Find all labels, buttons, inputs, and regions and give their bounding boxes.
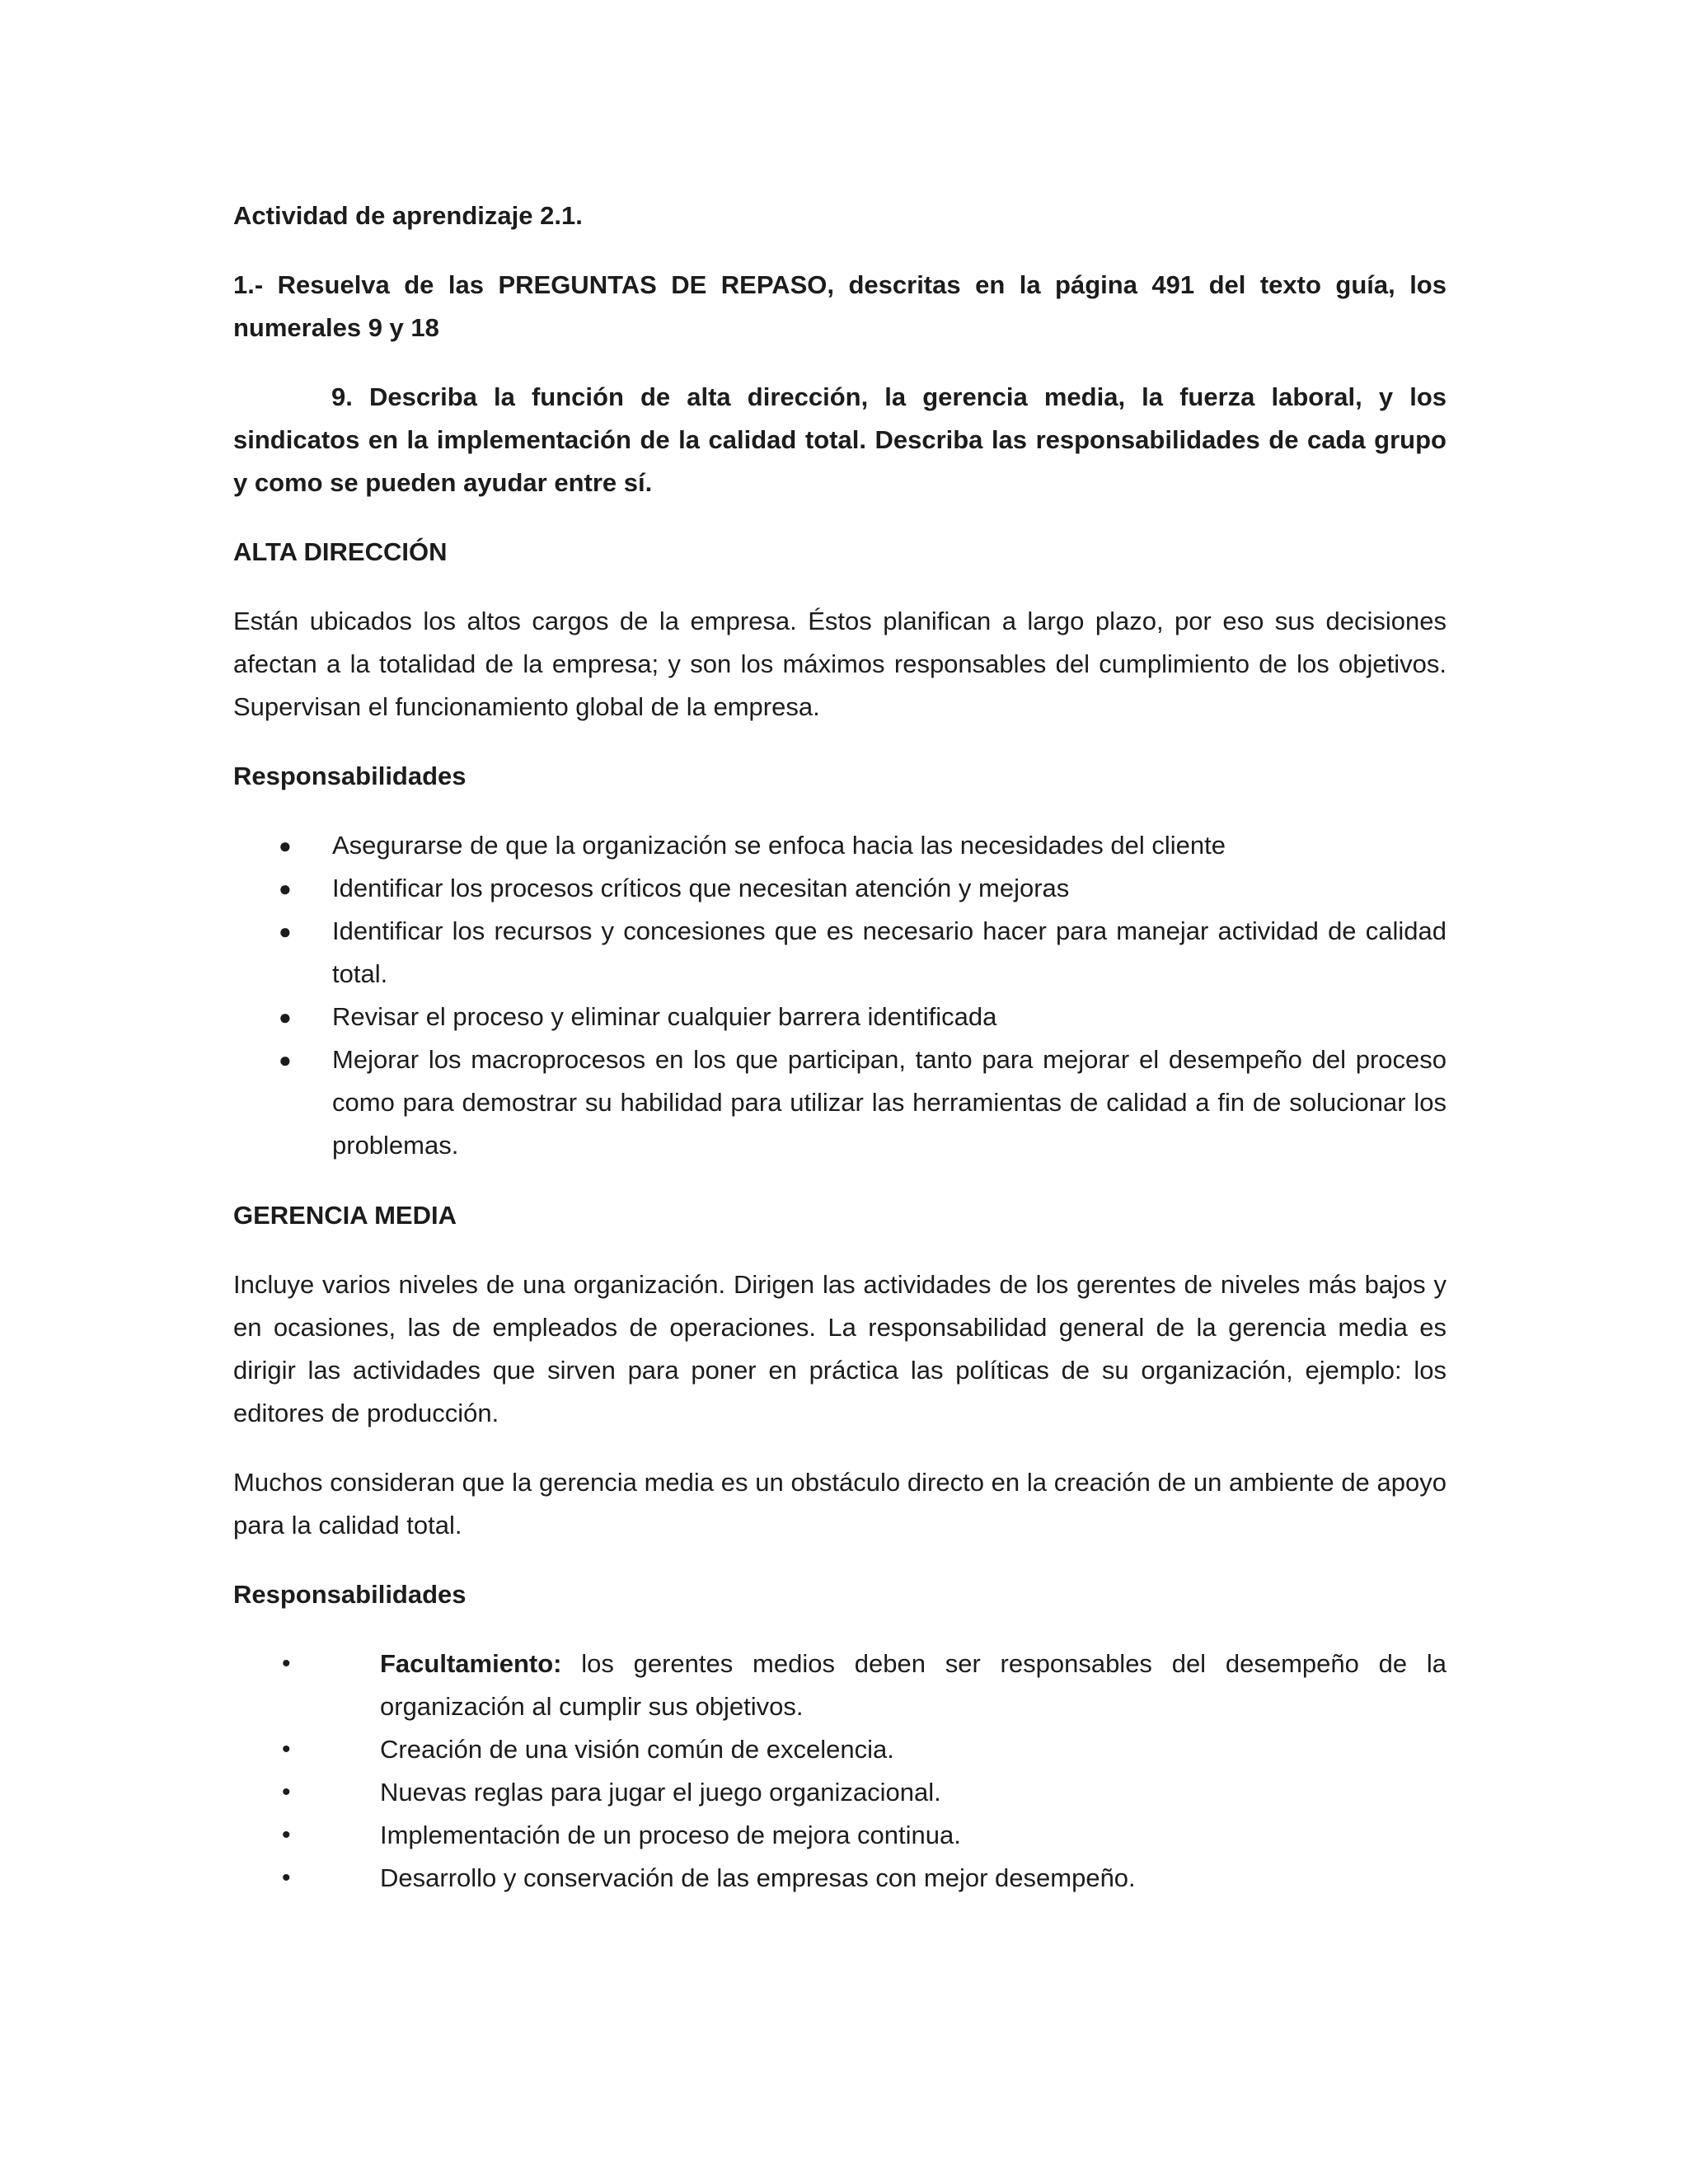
bullet-icon: • — [282, 1821, 291, 1849]
list-item-text: los gerentes medios deben ser responsables del desempeño de la organización al cumplir sus objetivos. — [380, 1649, 1447, 1721]
list-item-label: Facultamiento: — [380, 1649, 562, 1678]
list-item-text: Implementación de un proceso de mejora continua. — [380, 1821, 961, 1849]
list-item-text: Nuevas reglas para jugar el juego organizacional. — [380, 1778, 941, 1807]
activity-title: Actividad de aprendizaje 2.1. — [233, 201, 583, 230]
list-item-text: Identificar los recursos y concesiones que es necesario hacer para manejar actividad de calidad total. — [332, 916, 1447, 988]
list-item — [233, 867, 1447, 910]
gerencia-media-heading: GERENCIA MEDIA — [233, 1201, 457, 1230]
bullet-icon: ● — [279, 1005, 292, 1029]
gerencia-media-paragraph-1: Incluye varios niveles de una organización. Dirigen las actividades de los gerentes de niveles más bajos y en ocasiones, las de empleados de operaciones. La responsabilidad general de la gerencia media es dirigir las actividades que sirven para poner en práctica las políticas de su organización, ejemplo: los editores de producción. — [233, 1270, 1447, 1427]
document-page — [233, 194, 1447, 1927]
bullet-icon: ● — [279, 833, 292, 858]
bullet-icon: • — [282, 1736, 291, 1763]
list-item — [233, 996, 1447, 1038]
gerencia-media-responsibilities-list — [233, 1643, 1447, 1900]
instruction-text: 1.- Resuelva de las PREGUNTAS DE REPASO, descritas en la página 491 del texto guía, los numerales 9 y 18 — [233, 270, 1447, 342]
alta-direccion-responsibilities-list — [233, 824, 1447, 1167]
list-item — [233, 1814, 1447, 1857]
bullet-icon: ● — [279, 876, 292, 901]
review-question: 9. Describa la función de alta dirección, la gerencia media, la fuerza laboral, y los sindicatos en la implementación de la calidad total. Describa las responsabilidades de cada grupo y como se pueden ayudar entre sí. — [233, 382, 1447, 497]
alta-direccion-responsibilities-heading: Responsabilidades — [233, 762, 467, 790]
alta-direccion-paragraph: Están ubicados los altos cargos de la empresa. Éstos planifican a largo plazo, por eso sus decisiones afectan a la totalidad de la empresa; y son los máximos responsables del cumplimiento de los objetivos. Supervisan el funcionamiento global de la empresa. — [233, 607, 1447, 721]
list-item — [233, 824, 1447, 867]
list-item-text: Mejorar los macroprocesos en los que participan, tanto para mejorar el desempeño del proceso como para demostrar su habilidad para utilizar las herramientas de calidad a fin de solucionar los problemas. — [332, 1045, 1447, 1160]
bullet-icon: ● — [279, 919, 292, 944]
alta-direccion-heading: ALTA DIRECCIÓN — [233, 537, 448, 566]
list-item-text: Identificar los procesos críticos que necesitan atención y mejoras — [332, 874, 1070, 902]
bullet-icon: • — [282, 1864, 291, 1891]
list-item-text: Asegurarse de que la organización se enfoca hacia las necesidades del cliente — [332, 831, 1226, 860]
list-item — [233, 1728, 1447, 1771]
gerencia-media-responsibilities-heading: Responsabilidades — [233, 1580, 467, 1609]
list-item — [233, 1643, 1447, 1728]
list-item-text: Revisar el proceso y eliminar cualquier barrera identificada — [332, 1002, 997, 1031]
bullet-icon: • — [282, 1650, 291, 1677]
list-item-text: Desarrollo y conservación de las empresas con mejor desempeño. — [380, 1863, 1136, 1892]
bullet-icon: • — [282, 1779, 291, 1806]
list-item — [233, 910, 1447, 996]
list-item — [233, 1038, 1447, 1167]
list-item — [233, 1857, 1447, 1900]
list-item — [233, 1771, 1447, 1814]
list-item-text: Creación de una visión común de excelencia. — [380, 1735, 894, 1764]
gerencia-media-paragraph-2: Muchos consideran que la gerencia media es un obstáculo directo en la creación de un ambiente de apoyo para la calidad total. — [233, 1468, 1447, 1540]
bullet-icon: ● — [279, 1047, 292, 1072]
